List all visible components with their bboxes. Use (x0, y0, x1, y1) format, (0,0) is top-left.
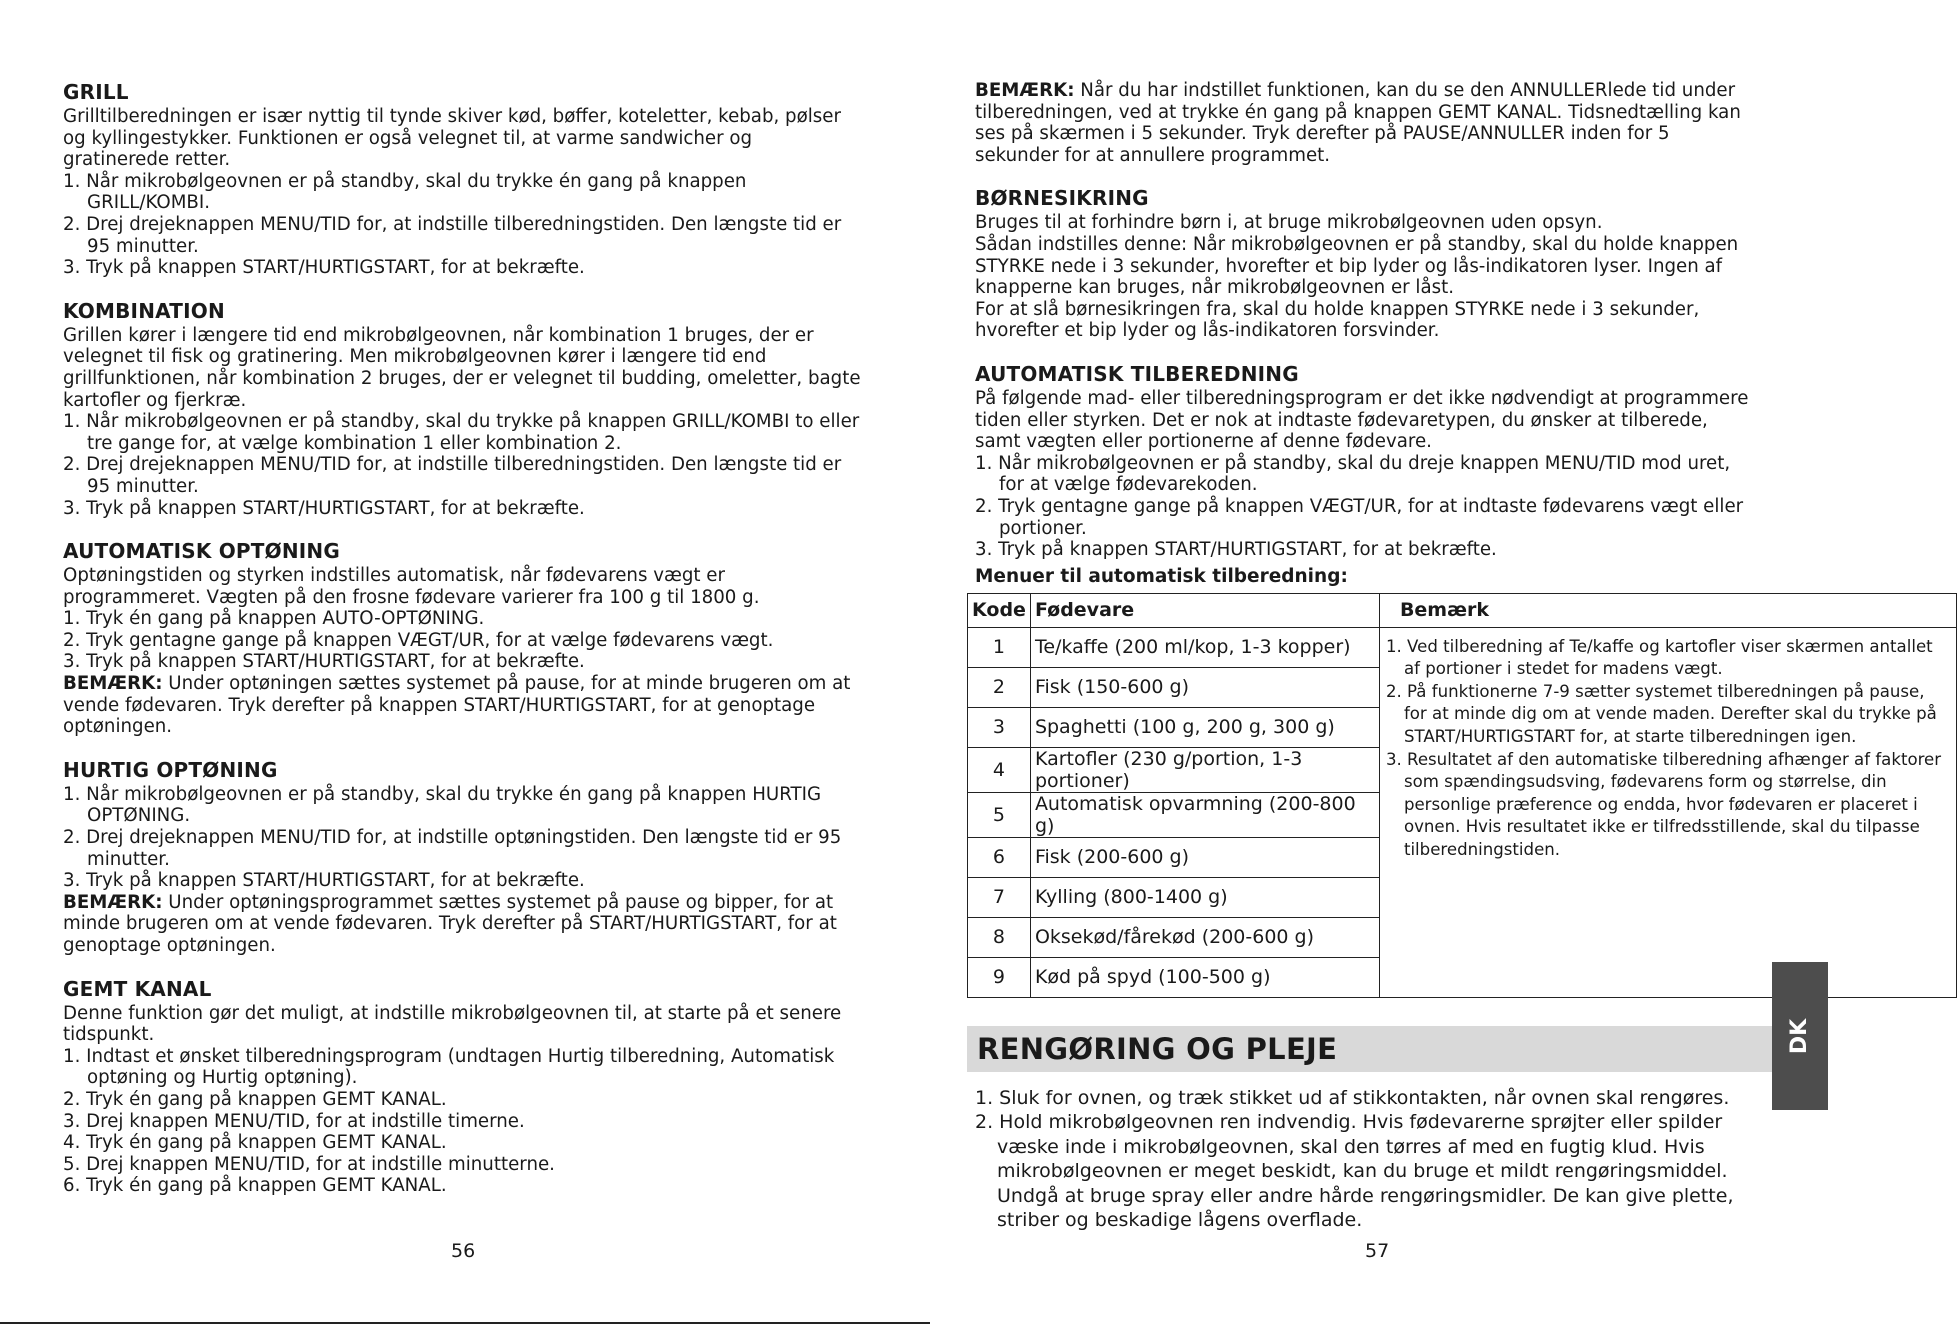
auto-defrost-step-3: 3. Tryk på knappen START/HURTIGSTART, for at bekræfte. (63, 651, 585, 673)
quick-defrost-heading: HURTIG OPTØNING (63, 757, 278, 782)
auto-defrost-section (63, 539, 863, 738)
table-food-cell: Kylling (800-1400 g) (1030, 877, 1379, 917)
quick-defrost-step-3: 3. Tryk på knappen START/HURTIGSTART, for at bekræfte. (63, 870, 585, 892)
table-code-cell: 6 (968, 837, 1031, 877)
saved-channel-step-3: 3. Drej knappen MENU/TID, for at indstille timerne. (63, 1110, 525, 1132)
top-note-text: Når du har indstillet funktionen, kan du se den ANNULLERlede tid under tilberedningen, ved at trykke én gang på knappen GEMT KANAL. Tidsnedtælling kan ses på skærmen i 5 sekunder. Tryk derefter på PAUSE/ANNULLER inden for 5 sekunder for at annullere programmet. (975, 80, 1741, 166)
table-code-cell: 7 (968, 877, 1031, 917)
table-code-cell: 1 (968, 627, 1031, 667)
table-food-cell: Te/kaffe (200 ml/kop, 1-3 kopper) (1030, 627, 1379, 667)
table-code-cell: 2 (968, 667, 1031, 707)
table-row (968, 627, 1957, 667)
auto-cook-step-1: 1. Når mikrobølgeovnen er på standby, skal du dreje knappen MENU/TID mod uret, for at vælge fødevarekoden. (975, 452, 1731, 496)
table-food-cell: Kartofler (230 g/portion, 1-3 portioner) (1030, 747, 1379, 792)
top-note-section (975, 80, 1755, 166)
table-code-cell: 9 (968, 957, 1031, 997)
table-header-row (968, 593, 1957, 627)
cleaning-heading: RENGØRING OG PLEJE (967, 1026, 1803, 1072)
saved-channel-step-5: 5. Drej knappen MENU/TID, for at indstille minutterne. (63, 1153, 555, 1175)
kombination-step-1: 1. Når mikrobølgeovnen er på standby, skal du trykke på knappen GRILL/KOMBI to eller tre gange for, at vælge kombination 1 eller kombination 2. (63, 411, 860, 454)
auto-defrost-note-text: Under optøningen sættes systemet på pause, for at minde brugeren om at vende fødevaren. Tryk derefter på knappen START/HURTIGSTART, for at genoptage optøningen. (63, 673, 851, 738)
table-header-notes: Bemærk (1379, 593, 1956, 627)
saved-channel-step-1: 1. Indtast et ønsket tilberedningsprogram (undtagen Hurtig tilberedning, Automatisk optøning og Hurtig optøning). (63, 1045, 835, 1089)
table-header-code: Kode (968, 593, 1031, 627)
table-note-1: 1. Ved tilberedning af Te/kaffe og kartofler viser skærmen antallet af portioner i stedet for madens vægt. (1385, 636, 1933, 679)
left-page (63, 80, 863, 1217)
grill-step-2: 2. Drej drejeknappen MENU/TID for, at indstille tilberedningstiden. Den længste tid er 95 minutter. (63, 213, 842, 257)
table-code-cell: 8 (968, 917, 1031, 957)
saved-channel-heading: GEMT KANAL (63, 976, 212, 1001)
table-food-cell: Kød på spyd (100-500 g) (1030, 957, 1379, 997)
saved-channel-section (63, 977, 863, 1197)
quick-defrost-step-1: 1. Når mikrobølgeovnen er på standby, skal du trykke én gang på knappen HURTIG OPTØNING. (63, 783, 822, 827)
kombination-step-2: 2. Drej drejeknappen MENU/TID for, at indstille tilberedningstiden. Den længste tid er 95 minutter. (63, 454, 842, 497)
auto-cook-table (967, 593, 1957, 998)
auto-defrost-note (63, 673, 863, 738)
auto-cook-step-3: 3. Tryk på knappen START/HURTIGSTART, for at bekræfte. (975, 539, 1497, 561)
saved-channel-step-4: 4. Tryk én gang på knappen GEMT KANAL. (63, 1132, 447, 1154)
child-lock-para-1: Bruges til at forhindre børn i, at bruge mikrobølgeovnen uden opsyn. (975, 212, 1603, 234)
auto-cook-step-2: 2. Tryk gentagne gange på knappen VÆGT/UR, for at indtaste fødevarens vægt eller portioner. (975, 495, 1744, 539)
table-header-food: Fødevare (1030, 593, 1379, 627)
top-note-label: BEMÆRK: (975, 80, 1075, 101)
child-lock-heading: BØRNESIKRING (975, 186, 1149, 211)
language-tab-label: DK (1787, 1018, 1813, 1054)
child-lock-section (975, 186, 1755, 342)
auto-defrost-heading: AUTOMATISK OPTØNING (63, 539, 340, 564)
auto-cook-section (975, 362, 1755, 589)
child-lock-para-3: For at slå børnesikringen fra, skal du holde knappen STYRKE nede i 3 sekunder, hvorefter et bip lyder og lås-indikatoren forsvinder. (975, 298, 1700, 342)
table-food-cell: Oksekød/fårekød (200-600 g) (1030, 917, 1379, 957)
grill-section (63, 80, 863, 279)
grill-intro: Grilltilberedningen er især nyttig til tynde skiver kød, bøffer, koteletter, kebab, pølser og kyllingestykker. Funktionen er også velegnet til, at varme sandwicher og gratinerede retter. (63, 106, 841, 171)
table-note-3: 3. Resultatet af den automatiske tilberedning afhænger af faktorer som spændingsudsving, fødevarens form og størrelse, din personlige præference og endda, hvor fødevaren er placeret i ovnen. Hvis resultatet ikke er tilfredsstillende, skal du tilpasse tilberedningstiden. (1385, 749, 1942, 860)
auto-defrost-step-2: 2. Tryk gentagne gange på knappen VÆGT/UR, for at vælge fødevarens vægt. (63, 629, 774, 651)
grill-step-3: 3. Tryk på knappen START/HURTIGSTART, for at bekræfte. (63, 257, 585, 279)
cleaning-step-1: 1. Sluk for ovnen, og træk stikket ud af stikkontakten, når ovnen skal rengøres. (975, 1086, 1730, 1109)
table-food-cell: Automatisk opvarmning (200-800 g) (1030, 792, 1379, 837)
auto-defrost-note-label: BEMÆRK: (63, 673, 163, 695)
table-food-cell: Fisk (150-600 g) (1030, 667, 1379, 707)
auto-defrost-intro: Optøningstiden og styrken indstilles automatisk, når fødevarens vægt er programmeret. Vægten på den frosne fødevare varierer fra 100 g til 1800 g. (63, 565, 760, 608)
auto-cook-heading: AUTOMATISK TILBEREDNING (975, 361, 1299, 386)
table-code-cell: 4 (968, 747, 1031, 792)
table-note-2: 2. På funktionerne 7-9 sætter systemet tilberedningen på pause, for at minde dig om at vende maden. Derefter skal du trykke på START/HURTIGSTART for, at starte tilberedningen igen. (1385, 681, 1937, 747)
auto-defrost-step-1: 1. Tryk én gang på knappen AUTO-OPTØNING. (63, 608, 485, 630)
kombination-heading: KOMBINATION (63, 298, 225, 323)
quick-defrost-section (63, 758, 863, 957)
auto-cook-menu-title: Menuer til automatisk tilberedning: (975, 565, 1348, 587)
table-code-cell: 5 (968, 792, 1031, 837)
table-code-cell: 3 (968, 707, 1031, 747)
language-tab (1772, 962, 1828, 1110)
page-number-right: 57 (1365, 1240, 1390, 1262)
quick-defrost-step-2: 2. Drej drejeknappen MENU/TID for, at indstille optøningstiden. Den længste tid er 95 minutter. (63, 827, 842, 870)
table-food-cell: Fisk (200-600 g) (1030, 837, 1379, 877)
quick-defrost-note-label: BEMÆRK: (63, 891, 163, 913)
child-lock-para-2: Sådan indstilles denne: Når mikrobølgeovnen er på standby, skal du holde knappen STYRKE nede i 3 sekunder, hvorefter et bip lyder og lås-indikatoren lyser. Ingen af knapperne kan bruges, når mikrobølgeovnen er låst. (975, 233, 1739, 299)
table-notes-cell (1379, 627, 1956, 997)
quick-defrost-note (63, 892, 863, 957)
saved-channel-intro: Denne funktion gør det muligt, at indstille mikrobølgeovnen til, at starte på et senere tidspunkt. (63, 1002, 842, 1046)
quick-defrost-note-text: Under optøningsprogrammet sættes systemet på pause og bipper, for at minde brugeren om at vende fødevaren. Tryk derefter på START/HURTIGSTART, for at genoptage optøningen. (63, 891, 837, 956)
auto-cook-intro: På følgende mad- eller tilberedningsprogram er det ikke nødvendigt at programmere tiden eller styrken. Det er nok at indtaste fødevaretypen, du ønsker at tilberede, samt vægten eller portionerne af denne fødevare. (975, 387, 1749, 453)
table-food-cell: Spaghetti (100 g, 200 g, 300 g) (1030, 707, 1379, 747)
saved-channel-step-2: 2. Tryk én gang på knappen GEMT KANAL. (63, 1088, 447, 1110)
top-note (975, 80, 1755, 166)
grill-heading: GRILL (63, 80, 129, 104)
kombination-step-3: 3. Tryk på knappen START/HURTIGSTART, for at bekræfte. (63, 497, 585, 519)
kombination-section (63, 299, 863, 519)
cleaning-step-2: 2. Hold mikrobølgeovnen ren indvendig. Hvis fødevarerne sprøjter eller spilder væske inde i mikrobølgeovnen, skal den tørres af med en fugtig klud. Hvis mikrobølgeovnen er meget beskidt, kan du bruge et mildt rengøringsmiddel. Undgå at bruge spray eller andre hårde rengøringsmidler. De kan give plette, striber og beskadige lågens overflade. (975, 1111, 1734, 1232)
kombination-intro: Grillen kører i længere tid end mikrobølgeovnen, når kombination 1 bruges, der er velegnet til fisk og gratinering. Men mikrobølgeovnen kører i længere tid end grillfunktionen, når kombination 2 bruges, der er velegnet til budding, omeletter, bagte kartofler og fjerkræ. (63, 324, 861, 411)
saved-channel-step-6: 6. Tryk én gang på knappen GEMT KANAL. (63, 1175, 447, 1197)
grill-step-1: 1. Når mikrobølgeovnen er på standby, skal du trykke én gang på knappen GRILL/KOMBI. (63, 170, 747, 214)
page-number-left: 56 (451, 1240, 476, 1262)
